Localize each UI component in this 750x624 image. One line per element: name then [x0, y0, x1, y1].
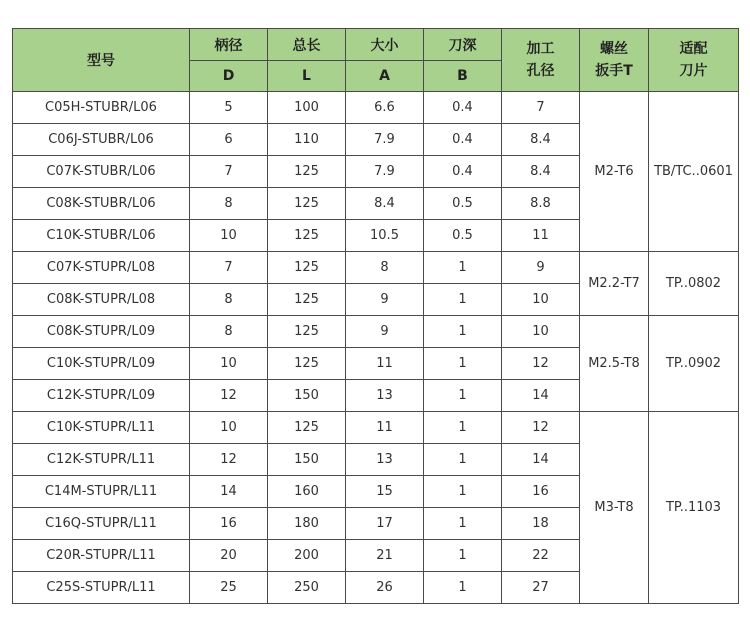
header-insert-top: 适配	[679, 41, 708, 57]
cell-b: 1	[424, 444, 502, 476]
cell-b: 1	[424, 540, 502, 572]
cell-l: 125	[268, 188, 346, 220]
cell-hole: 10	[502, 316, 580, 348]
cell-wrench: M2-T6	[580, 92, 649, 252]
cell-insert: TP..0802	[649, 252, 739, 316]
header-l-symbol: L	[268, 61, 346, 92]
header-insert	[649, 29, 739, 92]
cell-model: C14M-STUPR/L11	[13, 476, 190, 508]
cell-l: 125	[268, 316, 346, 348]
cell-hole: 9	[502, 252, 580, 284]
cell-b: 1	[424, 252, 502, 284]
cell-hole: 8.4	[502, 156, 580, 188]
cell-b: 1	[424, 284, 502, 316]
cell-a: 10.5	[346, 220, 424, 252]
cell-a: 13	[346, 380, 424, 412]
cell-l: 160	[268, 476, 346, 508]
cell-a: 26	[346, 572, 424, 604]
cell-b: 1	[424, 316, 502, 348]
cell-model: C07K-STUBR/L06	[13, 156, 190, 188]
cell-l: 180	[268, 508, 346, 540]
cell-l: 125	[268, 348, 346, 380]
cell-model: C10K-STUPR/L09	[13, 348, 190, 380]
header-shank: 柄径	[190, 29, 268, 61]
header-total-length: 总长	[268, 29, 346, 61]
cell-b: 1	[424, 412, 502, 444]
cell-l: 110	[268, 124, 346, 156]
cell-hole: 10	[502, 284, 580, 316]
table-body	[13, 92, 739, 604]
spec-table	[12, 28, 739, 604]
cell-b: 1	[424, 348, 502, 380]
cell-b: 1	[424, 476, 502, 508]
cell-hole: 11	[502, 220, 580, 252]
cell-model: C06J-STUBR/L06	[13, 124, 190, 156]
cell-hole: 27	[502, 572, 580, 604]
cell-hole: 8.8	[502, 188, 580, 220]
header-wrench-top: 螺丝	[600, 41, 628, 57]
cell-l: 100	[268, 92, 346, 124]
cell-b: 0.5	[424, 220, 502, 252]
table-row	[13, 92, 739, 124]
header-wrench-bottom: 扳手T	[595, 63, 633, 79]
cell-model: C07K-STUPR/L08	[13, 252, 190, 284]
cell-insert: TP..1103	[649, 412, 739, 604]
table-row	[13, 316, 739, 348]
cell-b: 1	[424, 508, 502, 540]
cell-model: C12K-STUPR/L09	[13, 380, 190, 412]
cell-model: C08K-STUPR/L09	[13, 316, 190, 348]
cell-a: 21	[346, 540, 424, 572]
cell-hole: 16	[502, 476, 580, 508]
cell-hole: 18	[502, 508, 580, 540]
cell-d: 10	[190, 220, 268, 252]
table-header	[13, 29, 739, 92]
cell-b: 0.4	[424, 92, 502, 124]
cell-l: 200	[268, 540, 346, 572]
cell-l: 125	[268, 412, 346, 444]
cell-a: 6.6	[346, 92, 424, 124]
header-b-symbol: B	[424, 61, 502, 92]
cell-hole: 7	[502, 92, 580, 124]
cell-a: 11	[346, 412, 424, 444]
cell-d: 8	[190, 284, 268, 316]
cell-d: 7	[190, 252, 268, 284]
cell-a: 7.9	[346, 156, 424, 188]
cell-model: C08K-STUPR/L08	[13, 284, 190, 316]
cell-hole: 12	[502, 348, 580, 380]
cell-wrench: M2.2-T7	[580, 252, 649, 316]
header-a-symbol: A	[346, 61, 424, 92]
cell-d: 7	[190, 156, 268, 188]
cell-d: 20	[190, 540, 268, 572]
header-model: 型号	[13, 29, 190, 92]
cell-d: 14	[190, 476, 268, 508]
cell-hole: 14	[502, 380, 580, 412]
cell-l: 250	[268, 572, 346, 604]
cell-model: C10K-STUBR/L06	[13, 220, 190, 252]
cell-d: 12	[190, 380, 268, 412]
cell-hole: 22	[502, 540, 580, 572]
cell-hole: 8.4	[502, 124, 580, 156]
cell-d: 16	[190, 508, 268, 540]
cell-d: 25	[190, 572, 268, 604]
cell-insert: TP..0902	[649, 316, 739, 412]
cell-b: 0.4	[424, 156, 502, 188]
cell-a: 9	[346, 316, 424, 348]
cell-l: 150	[268, 380, 346, 412]
cell-model: C08K-STUBR/L06	[13, 188, 190, 220]
cell-b: 0.4	[424, 124, 502, 156]
cell-d: 6	[190, 124, 268, 156]
cell-l: 125	[268, 252, 346, 284]
cell-hole: 14	[502, 444, 580, 476]
cell-l: 125	[268, 220, 346, 252]
cell-a: 8.4	[346, 188, 424, 220]
header-depth: 刀深	[424, 29, 502, 61]
cell-d: 8	[190, 188, 268, 220]
cell-model: C12K-STUPR/L11	[13, 444, 190, 476]
cell-d: 10	[190, 412, 268, 444]
cell-wrench: M3-T8	[580, 412, 649, 604]
cell-a: 17	[346, 508, 424, 540]
cell-a: 11	[346, 348, 424, 380]
cell-a: 13	[346, 444, 424, 476]
cell-hole: 12	[502, 412, 580, 444]
header-d-symbol: D	[190, 61, 268, 92]
cell-a: 15	[346, 476, 424, 508]
cell-model: C16Q-STUPR/L11	[13, 508, 190, 540]
cell-a: 8	[346, 252, 424, 284]
cell-insert: TB/TC..0601	[649, 92, 739, 252]
table-row	[13, 412, 739, 444]
header-hole-top: 加工	[526, 41, 555, 57]
cell-model: C25S-STUPR/L11	[13, 572, 190, 604]
cell-model: C20R-STUPR/L11	[13, 540, 190, 572]
header-hole-bottom: 孔径	[526, 63, 555, 79]
cell-model: C10K-STUPR/L11	[13, 412, 190, 444]
cell-a: 9	[346, 284, 424, 316]
cell-d: 10	[190, 348, 268, 380]
cell-d: 12	[190, 444, 268, 476]
header-hole	[502, 29, 580, 92]
cell-b: 1	[424, 572, 502, 604]
cell-b: 1	[424, 380, 502, 412]
cell-wrench: M2.5-T8	[580, 316, 649, 412]
table-row	[13, 252, 739, 284]
cell-model: C05H-STUBR/L06	[13, 92, 190, 124]
cell-d: 5	[190, 92, 268, 124]
cell-a: 7.9	[346, 124, 424, 156]
cell-l: 125	[268, 284, 346, 316]
header-wrench	[580, 29, 649, 92]
cell-l: 150	[268, 444, 346, 476]
header-size: 大小	[346, 29, 424, 61]
cell-b: 0.5	[424, 188, 502, 220]
cell-d: 8	[190, 316, 268, 348]
cell-l: 125	[268, 156, 346, 188]
header-insert-bottom: 刀片	[679, 63, 708, 79]
